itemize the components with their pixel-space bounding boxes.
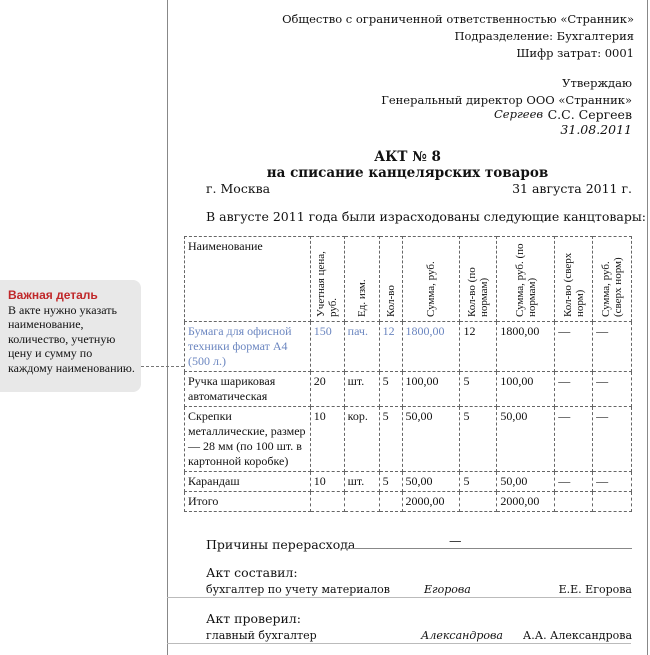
department: Подразделение: Бухгалтерия	[454, 29, 634, 43]
row-qty-norm: 5	[460, 372, 497, 407]
items-table	[184, 236, 632, 512]
total-empty	[555, 492, 593, 512]
approve-word: Утверждаю	[562, 76, 632, 90]
row-sum-norm: 50,00	[497, 407, 555, 472]
table-total-row	[185, 492, 632, 512]
header-sum: Сумма, руб.	[402, 237, 460, 322]
total-sum: 2000,00	[402, 492, 460, 512]
header-unit: Ед. изм.	[344, 237, 379, 322]
table-header-row	[185, 237, 632, 322]
row-qty: 5	[379, 407, 402, 472]
header-name: Наименование	[185, 237, 311, 322]
checked-line	[167, 643, 631, 644]
total-empty	[310, 492, 344, 512]
row-name: Скрепки металлические, размер — 28 мм (по 100 шт. в картонной коробке)	[185, 407, 311, 472]
row-unit: кор.	[344, 407, 379, 472]
org-name: Общество с ограниченной ответственностью «Странник»	[282, 12, 634, 26]
row-qty: 5	[379, 472, 402, 492]
total-sum-norm: 2000,00	[497, 492, 555, 512]
row-qty: 5	[379, 372, 402, 407]
act-date: 31 августа 2011 г.	[512, 181, 632, 196]
row-unit: шт.	[344, 372, 379, 407]
header-qty-norm: Кол-во (по нормам)	[460, 237, 497, 322]
reason-value: —	[449, 533, 462, 548]
row-qty-norm: 5	[460, 407, 497, 472]
callout-heading: Важная деталь	[8, 288, 98, 302]
intro-text: В августе 2011 года были израсходованы следующие канцтовары:	[206, 209, 647, 224]
act-subtitle: на списание канцелярских товаров	[266, 165, 549, 181]
row-sum-norm: 50,00	[497, 472, 555, 492]
total-empty	[344, 492, 379, 512]
compiled-position: бухгалтер по учету материалов	[206, 583, 390, 596]
header-qty: Кол-во	[379, 237, 402, 322]
row-price: 10	[310, 472, 344, 492]
row-sum: 100,00	[402, 372, 460, 407]
row-name: Ручка шариковая автоматическая	[185, 372, 311, 407]
row-price: 150	[310, 322, 344, 372]
checked-position: главный бухгалтер	[206, 629, 317, 642]
cost-cipher: Шифр затрат: 0001	[516, 46, 634, 60]
total-label: Итого	[185, 492, 311, 512]
total-empty	[379, 492, 402, 512]
row-qty-over: —	[555, 472, 593, 492]
reason-label: Причины перерасхода	[206, 537, 356, 552]
important-callout	[0, 280, 141, 392]
table-row	[185, 322, 632, 372]
row-sum-norm: 100,00	[497, 372, 555, 407]
row-price: 20	[310, 372, 344, 407]
row-unit: пач.	[344, 322, 379, 372]
checked-name: А.А. Александрова	[522, 629, 632, 642]
header-qty-over: Кол-во (сверх норм)	[555, 237, 593, 322]
act-title: АКТ № 8	[374, 149, 441, 165]
callout-leader-line	[141, 366, 184, 367]
row-qty-over: —	[555, 407, 593, 472]
approve-name: С.С. Сергеев	[547, 107, 632, 122]
row-sum-over: —	[593, 322, 632, 372]
table-row	[185, 407, 632, 472]
total-empty	[593, 492, 632, 512]
approve-date: 31.08.2011	[560, 122, 632, 137]
row-sum-over: —	[593, 472, 632, 492]
row-sum: 1800,00	[402, 322, 460, 372]
row-sum-over: —	[593, 372, 632, 407]
row-sum-over: —	[593, 407, 632, 472]
checked-label: Акт проверил:	[206, 611, 301, 626]
row-sum-norm: 1800,00	[497, 322, 555, 372]
compiled-line	[167, 597, 631, 598]
row-sum: 50,00	[402, 407, 460, 472]
row-price: 10	[310, 407, 344, 472]
compiled-name: Е.Е. Егорова	[558, 583, 632, 596]
approve-signature: Сергеев	[494, 107, 544, 121]
row-name: Бумага для офисной техники формат А4 (500 л.)	[185, 322, 311, 372]
row-qty-over: —	[555, 322, 593, 372]
total-empty	[460, 492, 497, 512]
header-price: Учетная цена, руб.	[310, 237, 344, 322]
row-qty-over: —	[555, 372, 593, 407]
table-row	[185, 472, 632, 492]
compiled-label: Акт составил:	[206, 565, 298, 580]
city: г. Москва	[206, 181, 271, 196]
header-sum-over: Сумма, руб. (сверх норм)	[593, 237, 632, 322]
header-sum-norm: Сумма, руб. (по нормам)	[497, 237, 555, 322]
table-row	[185, 372, 632, 407]
row-qty: 12	[379, 322, 402, 372]
checked-signature: Александрова	[421, 629, 503, 642]
reason-line	[342, 548, 632, 549]
approve-position: Генеральный директор ООО «Странник»	[381, 93, 632, 107]
compiled-signature: Егорова	[424, 583, 471, 596]
row-qty-norm: 5	[460, 472, 497, 492]
row-name: Карандаш	[185, 472, 311, 492]
row-sum: 50,00	[402, 472, 460, 492]
row-qty-norm: 12	[460, 322, 497, 372]
row-unit: шт.	[344, 472, 379, 492]
callout-text: В акте нужно указать наименование, количество, учетную цену и сумму по каждому наименованию.	[8, 302, 135, 375]
